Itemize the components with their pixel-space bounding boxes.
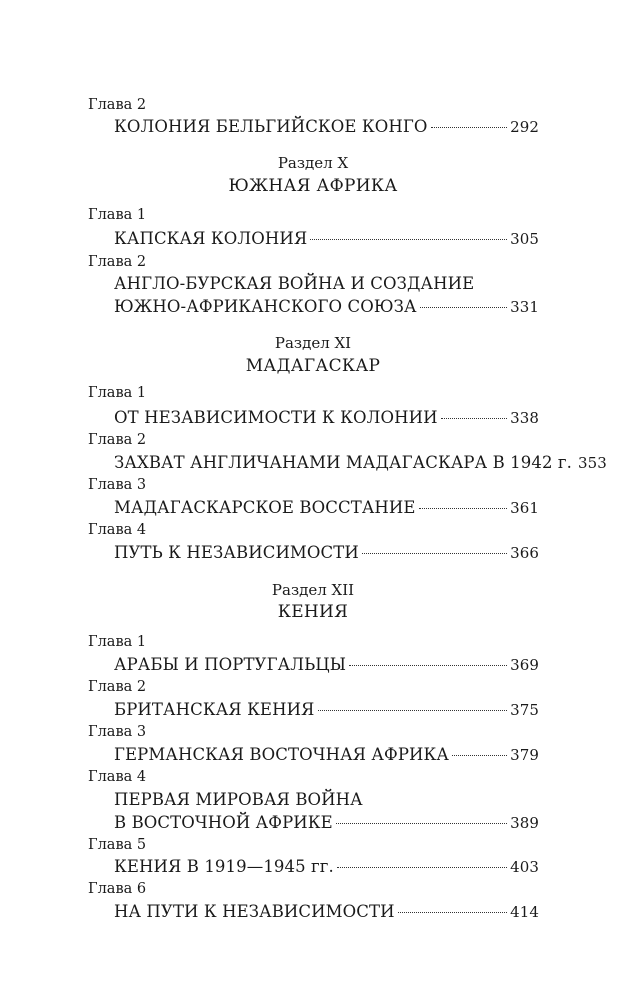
dot-leader — [431, 127, 508, 128]
toc-entry — [114, 407, 539, 429]
toc-entry — [114, 856, 539, 878]
page-number: 361 — [510, 499, 539, 517]
chapter-label: Глава 2 — [88, 679, 147, 695]
toc-entry — [114, 452, 607, 474]
chapter-title: ГЕРМАНСКАЯ ВОСТОЧНАЯ АФРИКА — [114, 745, 449, 764]
page-number: 375 — [510, 701, 539, 719]
page-number: 403 — [510, 858, 539, 876]
toc-entry — [114, 296, 539, 318]
dot-leader — [452, 755, 507, 756]
chapter-label: Глава 5 — [88, 837, 147, 853]
page-number: 379 — [510, 746, 539, 764]
page-number: 331 — [510, 298, 539, 316]
toc-entry — [114, 654, 539, 676]
toc-entry — [114, 699, 539, 721]
chapter-label: Глава 2 — [88, 254, 147, 270]
chapter-title: ОТ НЕЗАВИСИМОСТИ К КОЛОНИИ — [114, 408, 438, 427]
page-number: 305 — [510, 230, 539, 248]
dot-leader — [441, 418, 507, 419]
chapter-label: Глава 1 — [88, 207, 147, 223]
dot-leader — [349, 665, 507, 666]
chapter-label: Глава 3 — [88, 724, 147, 740]
toc-entry — [114, 542, 539, 564]
section-title: КЕНИЯ — [277, 602, 349, 622]
page-number: 369 — [510, 656, 539, 674]
page-number: 389 — [510, 814, 539, 832]
section-label: Раздел XI — [274, 334, 352, 352]
chapter-title: ПЕРВАЯ МИРОВАЯ ВОЙНА — [114, 790, 363, 809]
page-number: 338 — [510, 409, 539, 427]
toc-entry — [114, 812, 539, 834]
page-number: 353 — [577, 454, 607, 472]
chapter-title: АНГЛО-БУРСКАЯ ВОЙНА И СОЗДАНИЕ — [114, 274, 475, 293]
section-title: ЮЖНАЯ АФРИКА — [228, 176, 398, 196]
dot-leader — [419, 508, 508, 509]
toc-entry — [114, 901, 539, 923]
dot-leader — [398, 912, 507, 913]
toc-entry — [114, 744, 539, 766]
dot-leader — [337, 867, 507, 868]
chapter-title: ЗАХВАТ АНГЛИЧАНАМИ МАДАГАСКАРА В 1942 г. — [114, 453, 572, 472]
chapter-label: Глава 4 — [88, 522, 147, 538]
section-label: Раздел X — [277, 154, 349, 172]
chapter-label: Глава 3 — [88, 477, 147, 493]
toc-entry — [114, 497, 539, 519]
chapter-label: Глава 1 — [88, 385, 147, 401]
chapter-label: Глава 1 — [88, 634, 147, 650]
dot-leader — [318, 710, 508, 711]
toc-entry — [114, 116, 539, 138]
chapter-title: АРАБЫ И ПОРТУГАЛЬЦЫ — [114, 655, 347, 674]
page-number: 414 — [510, 903, 539, 921]
chapter-title: ЮЖНО-АФРИКАНСКОГО СОЮЗА — [114, 297, 417, 316]
chapter-title: НА ПУТИ К НЕЗАВИСИМОСТИ — [114, 902, 395, 921]
chapter-label: Глава 2 — [88, 97, 147, 113]
dot-leader — [336, 823, 507, 824]
chapter-title: В ВОСТОЧНОЙ АФРИКЕ — [114, 813, 333, 832]
dot-leader — [362, 553, 507, 554]
chapter-label: Глава 4 — [88, 769, 147, 785]
chapter-title: КОЛОНИЯ БЕЛЬГИЙСКОЕ КОНГО — [114, 117, 428, 136]
chapter-label: Глава 6 — [88, 881, 147, 897]
chapter-title: ПУТЬ К НЕЗАВИСИМОСТИ — [114, 543, 359, 562]
toc-entry — [114, 228, 539, 250]
page-number: 292 — [510, 118, 539, 136]
chapter-title: МАДАГАСКАРСКОЕ ВОССТАНИЕ — [114, 498, 416, 517]
dot-leader — [420, 307, 507, 308]
chapter-title: КАПСКАЯ КОЛОНИЯ — [114, 229, 308, 248]
chapter-title: КЕНИЯ В 1919—1945 гг. — [114, 857, 334, 876]
page-number: 366 — [510, 544, 539, 562]
chapter-label: Глава 2 — [88, 432, 147, 448]
chapter-title: БРИТАНСКАЯ КЕНИЯ — [114, 700, 315, 719]
section-title: МАДАГАСКАР — [245, 356, 381, 376]
dot-leader — [310, 239, 507, 240]
section-label: Раздел XII — [271, 581, 355, 599]
